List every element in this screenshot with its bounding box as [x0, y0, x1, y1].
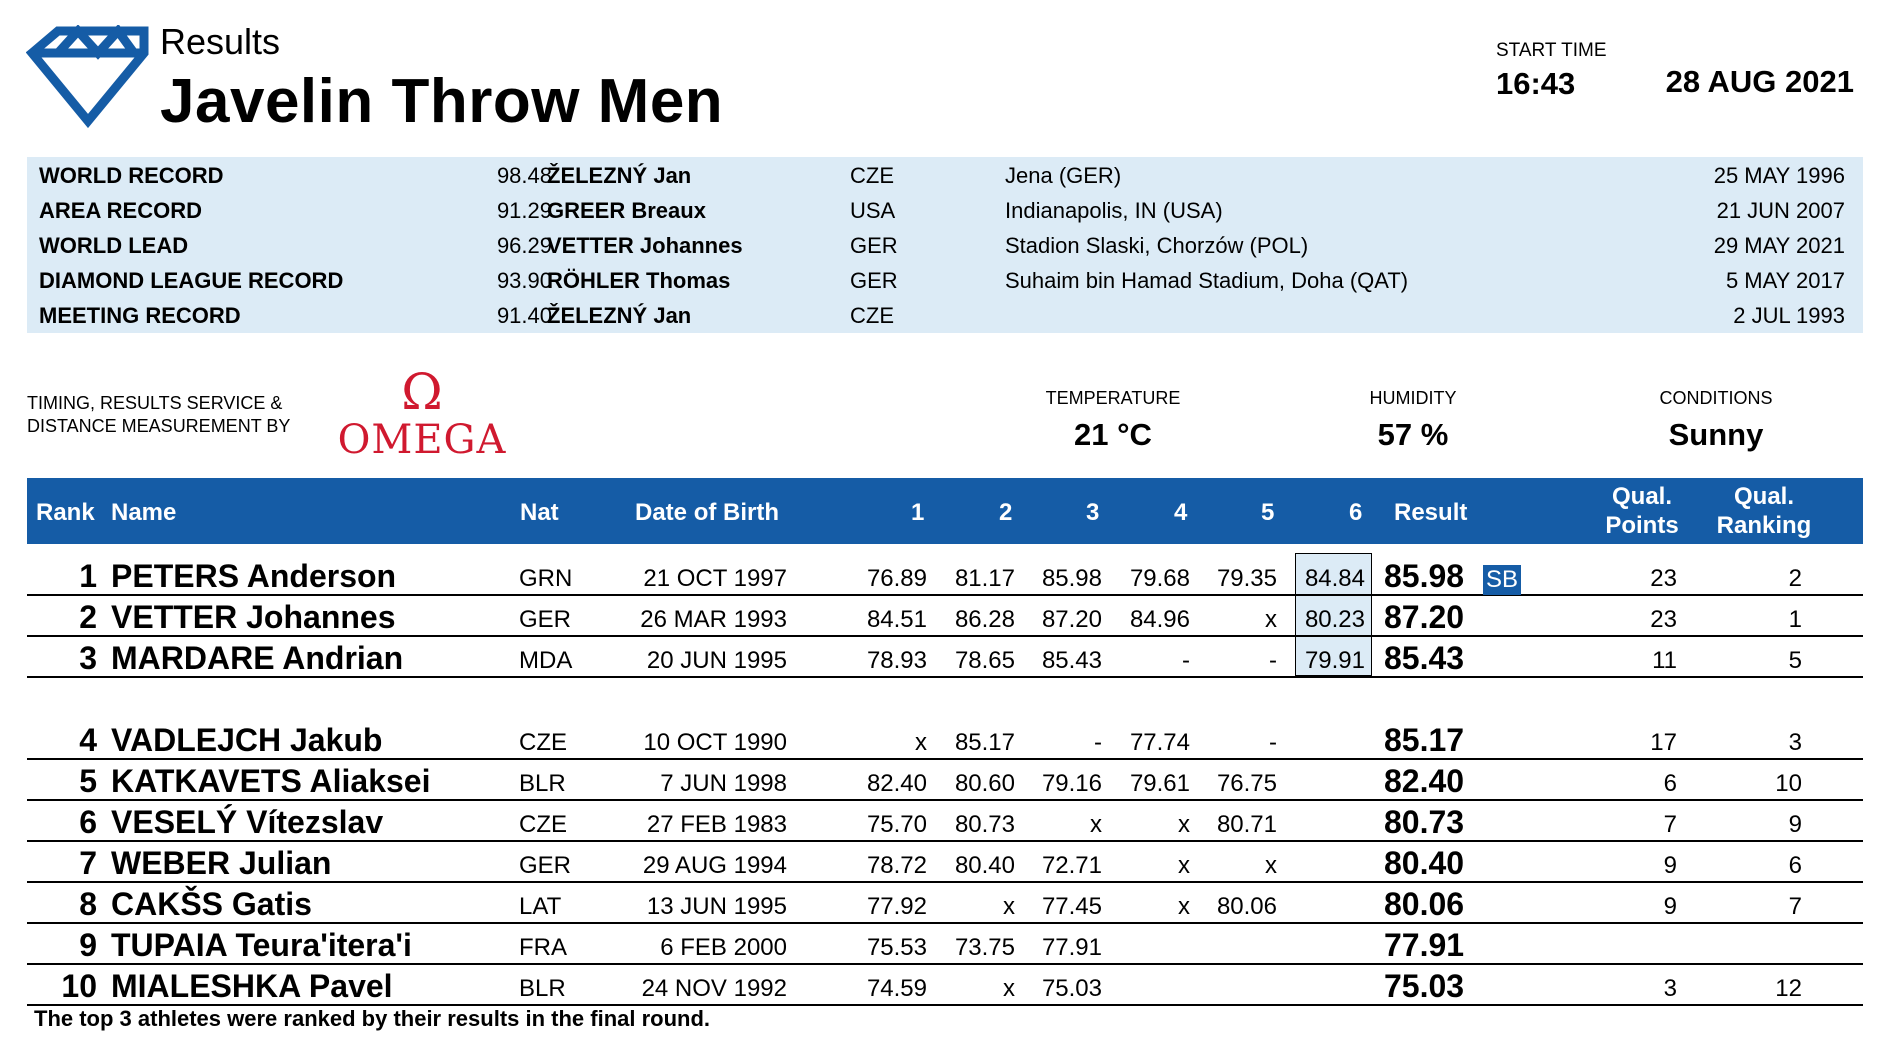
header-qual-points-line2: Points — [1605, 512, 1679, 539]
header-attempt-6: 6 — [1349, 499, 1363, 526]
qual-points: 3 — [1663, 975, 1677, 1002]
table-row — [27, 963, 1863, 1006]
record-mark: 98.48 — [496, 163, 552, 188]
result: 80.40 — [1384, 845, 1465, 881]
record-nat: USA — [850, 198, 896, 223]
nationality: LAT — [519, 893, 562, 920]
start-time-label: START TIME — [1496, 40, 1607, 61]
header-nat: Nat — [520, 499, 559, 526]
qual-points: 9 — [1663, 852, 1677, 879]
record-date: 5 MAY 2017 — [1725, 268, 1845, 293]
attempt-3: 75.03 — [1041, 975, 1102, 1002]
record-label: MEETING RECORD — [39, 303, 241, 328]
attempt-5: - — [1269, 647, 1277, 674]
record-date: 2 JUL 1993 — [1733, 303, 1845, 328]
attempt-2: x — [1003, 975, 1015, 1002]
record-label: AREA RECORD — [39, 198, 202, 223]
record-mark: 91.40 — [496, 303, 552, 328]
date-of-birth: 27 FEB 1983 — [646, 811, 787, 838]
date-of-birth: 21 OCT 1997 — [643, 565, 787, 592]
rank: 2 — [79, 599, 97, 635]
header-attempt-3: 3 — [1086, 499, 1100, 526]
attempt-1: 82.40 — [866, 770, 927, 797]
sponsor-credit — [27, 392, 307, 438]
attempt-6: 79.91 — [1304, 647, 1365, 674]
nationality: CZE — [519, 729, 567, 756]
attempt-1: 76.89 — [866, 565, 927, 592]
athlete-name: VESELÝ Vítezslav — [111, 804, 384, 840]
attempt-1: 78.93 — [866, 647, 927, 674]
rank: 4 — [79, 722, 97, 758]
results-table-header — [27, 478, 1863, 544]
attempt-4: x — [1178, 893, 1190, 920]
header-attempt-5: 5 — [1261, 499, 1275, 526]
attempt-4: 84.96 — [1129, 606, 1190, 633]
temperature-value: 21 °C — [1074, 417, 1152, 452]
result: 85.17 — [1384, 722, 1465, 758]
attempt-5: 80.71 — [1216, 811, 1277, 838]
table-row — [27, 922, 1863, 965]
attempt-2: 73.75 — [954, 934, 1015, 961]
attempt-5: 76.75 — [1216, 770, 1277, 797]
qual-points: 17 — [1650, 729, 1677, 756]
rank: 8 — [79, 886, 97, 922]
result: 85.98 — [1384, 558, 1465, 594]
attempt-1: 77.92 — [866, 893, 927, 920]
date-of-birth: 24 NOV 1992 — [641, 975, 787, 1002]
attempt-3: 72.71 — [1041, 852, 1102, 879]
attempt-1: x — [915, 729, 927, 756]
table-row — [27, 799, 1863, 842]
record-holder: GREER Breaux — [547, 198, 706, 223]
qual-ranking: 5 — [1788, 647, 1802, 674]
attempt-2: 86.28 — [954, 606, 1015, 633]
result: 77.91 — [1384, 927, 1465, 963]
table-row — [27, 840, 1863, 883]
sponsor-line-2: DISTANCE MEASUREMENT BY — [27, 416, 291, 436]
date-of-birth: 7 JUN 1998 — [660, 770, 787, 797]
temperature-label: TEMPERATURE — [1045, 388, 1181, 408]
attempt-6: 80.23 — [1304, 606, 1365, 633]
result: 80.73 — [1384, 804, 1465, 840]
header-attempt-1: 1 — [911, 499, 925, 526]
omega-wordmark: OMEGA — [337, 417, 507, 463]
nationality: MDA — [519, 647, 573, 674]
attempt-5: - — [1269, 729, 1277, 756]
athlete-name: PETERS Anderson — [111, 558, 397, 594]
qual-ranking: 9 — [1788, 811, 1802, 838]
qual-points: 9 — [1663, 893, 1677, 920]
date-of-birth: 26 MAR 1993 — [640, 606, 787, 633]
rank: 9 — [79, 927, 97, 963]
record-mark: 93.90 — [496, 268, 552, 293]
result: 75.03 — [1384, 968, 1465, 1004]
attempt-1: 74.59 — [866, 975, 927, 1002]
record-holder: VETTER Johannes — [547, 233, 743, 258]
record-row — [27, 158, 1863, 193]
result: 85.43 — [1384, 640, 1465, 676]
sponsor-line-1: TIMING, RESULTS SERVICE & — [27, 393, 283, 413]
qual-ranking: 1 — [1788, 606, 1802, 633]
attempt-1: 75.70 — [866, 811, 927, 838]
qual-ranking: 3 — [1788, 729, 1802, 756]
header-result: Result — [1394, 499, 1468, 526]
attempt-3: - — [1094, 729, 1102, 756]
rank: 7 — [79, 845, 97, 881]
table-row — [27, 758, 1863, 801]
qual-ranking: 7 — [1788, 893, 1802, 920]
header-qual-ranking-line1: Qual. — [1733, 483, 1794, 510]
record-venue: Stadion Slaski, Chorzów (POL) — [1005, 233, 1309, 258]
qual-points: 7 — [1663, 811, 1677, 838]
athlete-name: MIALESHKA Pavel — [111, 968, 393, 1004]
header-name: Name — [111, 499, 177, 526]
rank: 5 — [79, 763, 97, 799]
record-date: 29 MAY 2021 — [1713, 233, 1845, 258]
event-date: 28 AUG 2021 — [1665, 64, 1854, 99]
nationality: GER — [519, 852, 572, 879]
attempt-6: 84.84 — [1304, 565, 1365, 592]
record-label: WORLD LEAD — [39, 233, 189, 258]
records-panel — [27, 157, 1863, 333]
attempt-5: x — [1265, 852, 1277, 879]
record-holder: RÖHLER Thomas — [547, 268, 731, 293]
record-holder: ŽELEZNÝ Jan — [547, 163, 692, 188]
nationality: BLR — [519, 770, 566, 797]
attempt-3: 77.45 — [1041, 893, 1102, 920]
record-label: WORLD RECORD — [39, 163, 224, 188]
record-date: 21 JUN 2007 — [1716, 198, 1845, 223]
header-qual-points-line1: Qual. — [1611, 483, 1672, 510]
record-mark: 91.29 — [496, 198, 552, 223]
attempt-2: 85.17 — [954, 729, 1015, 756]
record-nat: GER — [850, 233, 898, 258]
attempt-3: 85.98 — [1041, 565, 1102, 592]
humidity-value: 57 % — [1377, 417, 1449, 452]
attempt-4: - — [1182, 647, 1190, 674]
season-best-badge: SB — [1483, 565, 1521, 595]
attempt-3: x — [1090, 811, 1102, 838]
record-row — [27, 193, 1863, 228]
table-row — [27, 717, 1863, 760]
record-nat: CZE — [850, 163, 894, 188]
attempt-4: 79.68 — [1129, 565, 1190, 592]
rank: 10 — [61, 968, 97, 1004]
date-of-birth: 10 OCT 1990 — [643, 729, 787, 756]
nationality: CZE — [519, 811, 567, 838]
record-mark: 96.29 — [496, 233, 552, 258]
attempt-1: 84.51 — [866, 606, 927, 633]
header-rank: Rank — [36, 499, 95, 526]
attempt-3: 87.20 — [1041, 606, 1102, 633]
header-dob: Date of Birth — [635, 499, 779, 526]
conditions-label: CONDITIONS — [1659, 388, 1773, 408]
rank: 3 — [79, 640, 97, 676]
result: 87.20 — [1384, 599, 1465, 635]
qual-points: 23 — [1650, 565, 1677, 592]
header-qual-ranking-line2: Ranking — [1716, 512, 1812, 539]
record-row — [27, 228, 1863, 263]
rank: 1 — [79, 558, 97, 594]
athlete-name: KATKAVETS Aliaksei — [111, 763, 431, 799]
nationality: GER — [519, 606, 572, 633]
header-attempt-2: 2 — [999, 499, 1013, 526]
attempt-4: 79.61 — [1129, 770, 1190, 797]
nationality: BLR — [519, 975, 566, 1002]
athlete-name: CAKŠS Gatis — [111, 886, 312, 922]
humidity-label: HUMIDITY — [1369, 388, 1457, 408]
athlete-name: WEBER Julian — [111, 845, 332, 881]
attempt-5: 79.35 — [1216, 565, 1277, 592]
attempt-5: x — [1265, 606, 1277, 633]
date-of-birth: 13 JUN 1995 — [646, 893, 787, 920]
nationality: GRN — [519, 565, 573, 592]
attempt-3: 85.43 — [1041, 647, 1102, 674]
table-row — [27, 881, 1863, 924]
record-label: DIAMOND LEAGUE RECORD — [39, 268, 344, 293]
qual-points: 23 — [1650, 606, 1677, 633]
rank: 6 — [79, 804, 97, 840]
attempt-2: 78.65 — [954, 647, 1015, 674]
header-attempt-4: 4 — [1174, 499, 1188, 526]
record-date: 25 MAY 1996 — [1713, 163, 1845, 188]
record-venue: Jena (GER) — [1005, 163, 1122, 188]
attempt-4: x — [1178, 811, 1190, 838]
start-time-value: 16:43 — [1496, 66, 1576, 101]
record-row — [27, 298, 1863, 333]
date-of-birth: 29 AUG 1994 — [642, 852, 787, 879]
athlete-name: TUPAIA Teura'itera'i — [111, 927, 412, 963]
diamond-league-logo-icon — [26, 25, 150, 129]
attempt-1: 75.53 — [866, 934, 927, 961]
attempt-2: 80.60 — [954, 770, 1015, 797]
athlete-name: VETTER Johannes — [111, 599, 396, 635]
athlete-name: VADLEJCH Jakub — [111, 722, 383, 758]
record-nat: CZE — [850, 303, 894, 328]
qual-points: 6 — [1663, 770, 1677, 797]
qual-ranking: 10 — [1775, 770, 1802, 797]
footnote: The top 3 athletes were ranked by their results in the final round. — [34, 1006, 711, 1031]
record-row — [27, 263, 1863, 298]
results-label: Results — [160, 21, 281, 62]
attempt-1: 78.72 — [866, 852, 927, 879]
attempt-2: 80.40 — [954, 852, 1015, 879]
attempt-4: x — [1178, 852, 1190, 879]
conditions-value: Sunny — [1668, 417, 1764, 452]
result: 80.06 — [1384, 886, 1465, 922]
record-venue: Suhaim bin Hamad Stadium, Doha (QAT) — [1005, 268, 1409, 293]
qual-ranking: 6 — [1788, 852, 1802, 879]
athlete-name: MARDARE Andrian — [111, 640, 404, 676]
result: 82.40 — [1384, 763, 1465, 799]
omega-symbol-icon: Ω — [401, 363, 443, 421]
table-row — [27, 553, 1863, 596]
qual-ranking: 2 — [1788, 565, 1802, 592]
attempt-3: 77.91 — [1041, 934, 1102, 961]
record-nat: GER — [850, 268, 898, 293]
qual-ranking: 12 — [1775, 975, 1802, 1002]
nationality: FRA — [519, 934, 567, 961]
attempt-2: x — [1003, 893, 1015, 920]
attempt-3: 79.16 — [1041, 770, 1102, 797]
attempt-5: 80.06 — [1216, 893, 1277, 920]
date-of-birth: 20 JUN 1995 — [646, 647, 787, 674]
table-row — [27, 594, 1863, 637]
omega-logo — [332, 363, 512, 463]
record-venue: Indianapolis, IN (USA) — [1005, 198, 1223, 223]
attempt-2: 81.17 — [954, 565, 1015, 592]
attempt-4: 77.74 — [1129, 729, 1190, 756]
date-of-birth: 6 FEB 2000 — [660, 934, 787, 961]
event-title: Javelin Throw Men — [160, 67, 724, 136]
qual-points: 11 — [1652, 647, 1677, 674]
table-row — [27, 635, 1863, 678]
attempt-2: 80.73 — [954, 811, 1015, 838]
record-holder: ŽELEZNÝ Jan — [547, 303, 692, 328]
